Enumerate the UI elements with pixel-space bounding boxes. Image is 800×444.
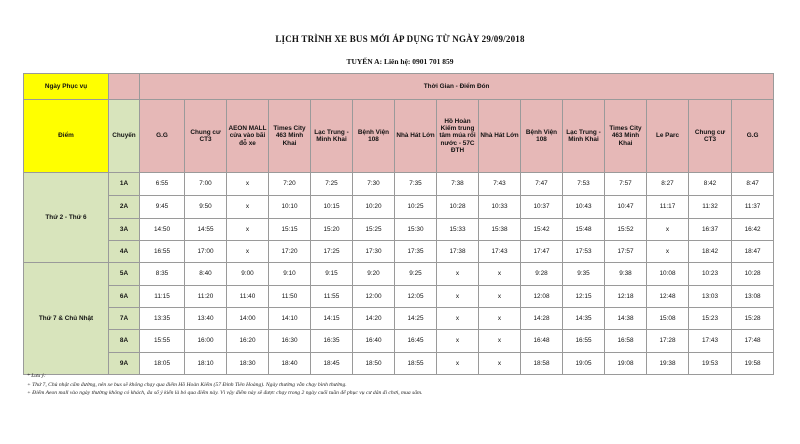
trip-cell: 6A	[109, 286, 140, 308]
time-cell: 6:55	[140, 173, 185, 196]
time-cell: 17:48	[732, 330, 774, 353]
time-cell: 7:53	[563, 173, 605, 196]
page-title: LỊCH TRÌNH XE BUS MỚI ÁP DỤNG TỪ NGÀY 29/09/2018	[275, 34, 525, 44]
time-cell: 15:25	[353, 219, 395, 241]
stop-header: Times City 463 Minh Khai	[605, 100, 647, 173]
time-cell: 12:05	[395, 286, 437, 308]
time-cell: 9:15	[311, 263, 353, 286]
time-cell: 15:30	[395, 219, 437, 241]
stop-header: Nhà Hát Lớn	[479, 100, 521, 173]
service-day-header: Ngày Phục vụ	[24, 74, 109, 100]
time-cell: 14:00	[227, 308, 269, 330]
time-cell: 15:15	[269, 219, 311, 241]
time-cell: 11:55	[311, 286, 353, 308]
time-cell: 17:30	[353, 241, 395, 263]
stop-header: Chung cư CT3	[185, 100, 227, 173]
time-cell: 10:47	[605, 196, 647, 219]
time-cell: 13:35	[140, 308, 185, 330]
time-cell: x	[227, 196, 269, 219]
time-cell: 19:58	[732, 353, 774, 375]
time-cell: 14:38	[605, 308, 647, 330]
time-cell: 7:25	[311, 173, 353, 196]
time-cell: 11:40	[227, 286, 269, 308]
trip-cell: 9A	[109, 353, 140, 375]
table-row	[24, 219, 774, 241]
time-cell: 17:38	[437, 241, 479, 263]
time-cell: 18:05	[140, 353, 185, 375]
time-cell: 16:20	[227, 330, 269, 353]
time-cell: 15:08	[647, 308, 689, 330]
time-cell: x	[437, 353, 479, 375]
time-cell: 16:40	[353, 330, 395, 353]
time-cell: 8:42	[689, 173, 732, 196]
time-cell: 9:10	[269, 263, 311, 286]
stop-header: Le Parc	[647, 100, 689, 173]
time-cell: 16:37	[689, 219, 732, 241]
time-cell: x	[479, 286, 521, 308]
time-cell: 17:43	[689, 330, 732, 353]
table-row	[24, 330, 774, 353]
time-cell: x	[437, 308, 479, 330]
time-cell: 14:20	[353, 308, 395, 330]
time-cell: 13:08	[732, 286, 774, 308]
time-cell: 10:15	[311, 196, 353, 219]
time-cell: 8:27	[647, 173, 689, 196]
time-cell: 9:00	[227, 263, 269, 286]
note-line: + Thứ 7, Chủ nhật cấm đường, nên xe bus sẽ không chạy qua điểm Hồ Hoàn Kiếm (57 Đinh Tiên Hoàng). Ngày thường vẫn chạy bình thường.	[27, 381, 347, 388]
schedule-table	[23, 73, 774, 375]
time-cell: 19:53	[689, 353, 732, 375]
time-cell: 15:52	[605, 219, 647, 241]
time-cell: 7:20	[269, 173, 311, 196]
trip-cell: 5A	[109, 263, 140, 286]
table-row	[24, 241, 774, 263]
time-cell: 10:23	[689, 263, 732, 286]
time-cell: x	[479, 330, 521, 353]
time-cell: 12:15	[563, 286, 605, 308]
time-cell: 19:08	[605, 353, 647, 375]
trip-cell: 4A	[109, 241, 140, 263]
notes-heading: * Lưu ý:	[27, 373, 46, 379]
time-cell: 14:28	[521, 308, 563, 330]
time-cell: 17:25	[311, 241, 353, 263]
time-cell: 17:35	[395, 241, 437, 263]
time-cell: 14:10	[269, 308, 311, 330]
time-cell: 9:20	[353, 263, 395, 286]
stop-header: Lạc Trung - Minh Khai	[563, 100, 605, 173]
time-cell: 13:03	[689, 286, 732, 308]
time-cell: 8:47	[732, 173, 774, 196]
time-cell: 18:10	[185, 353, 227, 375]
time-cell: 15:28	[732, 308, 774, 330]
table-row	[24, 263, 774, 286]
time-cell: 15:48	[563, 219, 605, 241]
time-cell: 11:50	[269, 286, 311, 308]
notes-section	[27, 372, 787, 398]
time-cell: 18:58	[521, 353, 563, 375]
time-cell: 10:28	[732, 263, 774, 286]
time-cell: 11:20	[185, 286, 227, 308]
time-cell: 10:25	[395, 196, 437, 219]
time-cell: 10:33	[479, 196, 521, 219]
note-line: + Điểm Aeon mall vào ngày thường không có khách, đa số ý kiến là bỏ qua điểm này. Vì vậy điểm này sẽ được chạy trong 2 ngày cuối tuần để phục vụ cư dân đi chơi, mua sắm.	[27, 390, 423, 397]
time-cell: 7:47	[521, 173, 563, 196]
time-cell: 15:20	[311, 219, 353, 241]
time-cell: 18:45	[311, 353, 353, 375]
time-cell: 18:50	[353, 353, 395, 375]
time-cell: 17:53	[563, 241, 605, 263]
time-cell: x	[647, 241, 689, 263]
header-blank	[109, 74, 140, 100]
time-cell: 7:38	[437, 173, 479, 196]
time-cell: 17:00	[185, 241, 227, 263]
time-cell: 8:40	[185, 263, 227, 286]
time-cell: 17:20	[269, 241, 311, 263]
time-cell: x	[437, 263, 479, 286]
table-row	[24, 308, 774, 330]
time-cell: 16:35	[311, 330, 353, 353]
time-cell: 19:05	[563, 353, 605, 375]
time-cell: 17:28	[647, 330, 689, 353]
stop-header: Hồ Hoàn Kiếm trung tâm múa rối nước - 57C ĐTH	[437, 100, 479, 173]
time-cell: 15:42	[521, 219, 563, 241]
time-cell: 17:57	[605, 241, 647, 263]
time-cell: 9:45	[140, 196, 185, 219]
time-cell: 18:42	[689, 241, 732, 263]
stop-header: Lạc Trung - Minh Khai	[311, 100, 353, 173]
time-cell: 7:35	[395, 173, 437, 196]
time-cell: 11:32	[689, 196, 732, 219]
time-cell: 8:35	[140, 263, 185, 286]
time-cell: 11:15	[140, 286, 185, 308]
time-cell: 16:55	[140, 241, 185, 263]
time-cell: 12:00	[353, 286, 395, 308]
time-cell: 17:43	[479, 241, 521, 263]
time-cell: 14:25	[395, 308, 437, 330]
time-cell: x	[479, 263, 521, 286]
stop-header: Times City 463 Minh Khai	[269, 100, 311, 173]
stop-header: Bệnh Viện 108	[521, 100, 563, 173]
trip-cell: 8A	[109, 330, 140, 353]
trip-cell: 3A	[109, 219, 140, 241]
time-cell: x	[227, 219, 269, 241]
time-cell: 9:50	[185, 196, 227, 219]
trip-header: Chuyến	[109, 100, 140, 173]
time-cell: 7:30	[353, 173, 395, 196]
time-cell: 12:18	[605, 286, 647, 308]
route-contact: TUYẾN A: Liên hệ: 0901 701 859	[346, 57, 454, 66]
stop-header: Chung cư CT3	[689, 100, 732, 173]
point-header: Điểm	[24, 100, 109, 173]
time-cell: 7:43	[479, 173, 521, 196]
time-cell: 15:33	[437, 219, 479, 241]
table-row	[24, 173, 774, 196]
time-cell: 11:37	[732, 196, 774, 219]
time-cell: 17:47	[521, 241, 563, 263]
time-cell: 10:43	[563, 196, 605, 219]
time-cell: 16:58	[605, 330, 647, 353]
time-cell: x	[479, 308, 521, 330]
time-cell: 11:17	[647, 196, 689, 219]
time-cell: 16:45	[395, 330, 437, 353]
time-cell: 10:28	[437, 196, 479, 219]
time-cell: 19:38	[647, 353, 689, 375]
time-cell: 9:38	[605, 263, 647, 286]
table-row	[24, 196, 774, 219]
time-cell: 10:20	[353, 196, 395, 219]
time-cell: x	[437, 286, 479, 308]
time-cell: 16:55	[563, 330, 605, 353]
time-cell: 12:08	[521, 286, 563, 308]
time-cell: 14:15	[311, 308, 353, 330]
trip-cell: 2A	[109, 196, 140, 219]
stop-header: AEON MALL cửa vào bãi đỗ xe	[227, 100, 269, 173]
time-cell: 15:38	[479, 219, 521, 241]
service-day-cell: Thứ 7 & Chủ Nhật	[24, 263, 109, 375]
trip-cell: 1A	[109, 173, 140, 196]
time-cell: 16:48	[521, 330, 563, 353]
time-cell: 9:25	[395, 263, 437, 286]
stop-header: Nhà Hát Lớn	[395, 100, 437, 173]
time-cell: x	[227, 241, 269, 263]
time-cell: 18:40	[269, 353, 311, 375]
time-cell: x	[647, 219, 689, 241]
stop-header: G.G	[732, 100, 774, 173]
time-pickup-header: Thời Gian - Điểm Đón	[140, 74, 774, 100]
time-cell: 14:55	[185, 219, 227, 241]
time-cell: 7:00	[185, 173, 227, 196]
time-cell: 14:50	[140, 219, 185, 241]
table-row	[24, 286, 774, 308]
time-cell: 14:35	[563, 308, 605, 330]
time-cell: x	[479, 353, 521, 375]
time-cell: 18:55	[395, 353, 437, 375]
time-cell: 16:30	[269, 330, 311, 353]
time-cell: 16:00	[185, 330, 227, 353]
time-cell: 10:37	[521, 196, 563, 219]
time-cell: 9:28	[521, 263, 563, 286]
time-cell: 18:47	[732, 241, 774, 263]
time-cell: 16:42	[732, 219, 774, 241]
time-cell: 18:30	[227, 353, 269, 375]
stop-header: Bệnh Viện 108	[353, 100, 395, 173]
time-cell: 15:23	[689, 308, 732, 330]
time-cell: 10:10	[269, 196, 311, 219]
service-day-cell: Thứ 2 - Thứ 6	[24, 173, 109, 263]
trip-cell: 7A	[109, 308, 140, 330]
time-cell: 15:55	[140, 330, 185, 353]
time-cell: 10:08	[647, 263, 689, 286]
stop-header: G.G	[140, 100, 185, 173]
time-cell: 13:40	[185, 308, 227, 330]
time-cell: 12:48	[647, 286, 689, 308]
time-cell: 7:57	[605, 173, 647, 196]
time-cell: x	[227, 173, 269, 196]
time-cell: x	[437, 330, 479, 353]
time-cell: 9:35	[563, 263, 605, 286]
